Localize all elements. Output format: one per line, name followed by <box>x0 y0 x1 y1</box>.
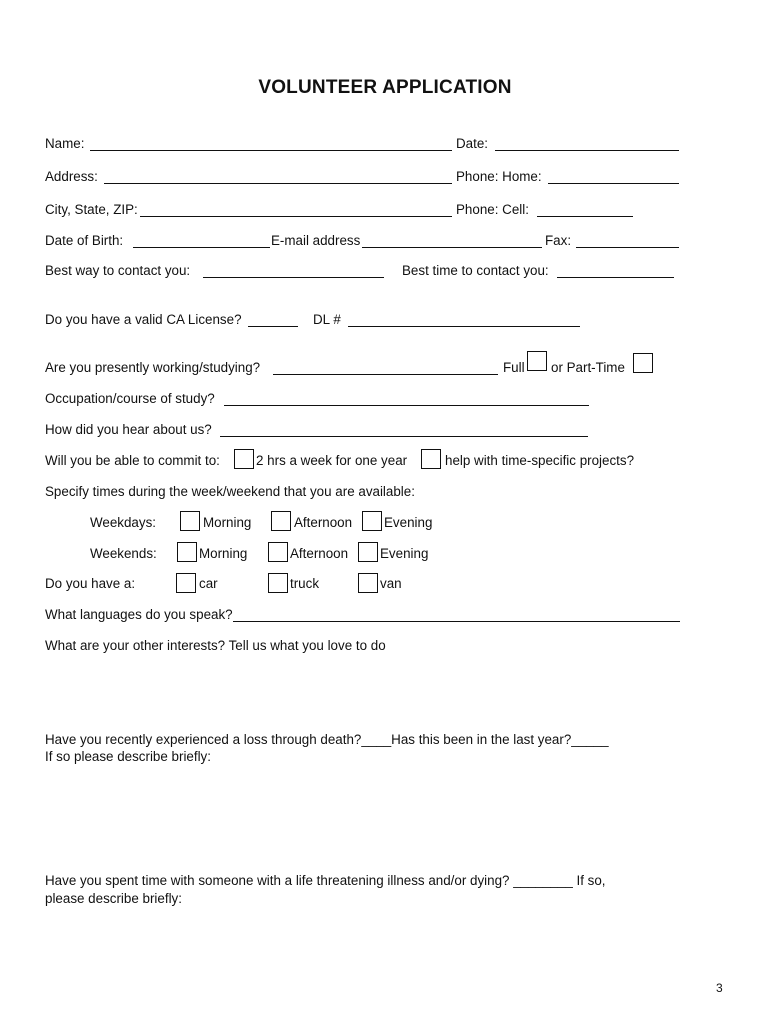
dl-field[interactable] <box>348 326 580 327</box>
page-number: 3 <box>716 981 723 995</box>
email-label: E-mail address <box>271 233 361 248</box>
occupation-label: Occupation/course of study? <box>45 391 215 406</box>
dl-label: DL # <box>313 312 341 327</box>
weekday-evening-label: Evening <box>384 515 433 530</box>
fax-field[interactable] <box>576 247 679 248</box>
languages-field[interactable] <box>233 621 680 622</box>
working-field[interactable] <box>273 374 498 375</box>
loss-describe-label: If so please describe briefly: <box>45 749 211 764</box>
fax-label: Fax: <box>545 233 572 248</box>
truck-label: truck <box>290 576 320 591</box>
license-label: Do you have a valid CA License? <box>45 312 242 327</box>
loss-question: Have you recently experienced a loss through death?____Has this been in the last year?_____ <box>45 732 609 747</box>
phone-home-field[interactable] <box>548 183 679 184</box>
illness-question: Have you spent time with someone with a life threatening illness and/or dying? ________ If so, <box>45 873 606 888</box>
commit-projects-checkbox[interactable] <box>421 449 441 469</box>
contact-way-field[interactable] <box>203 277 384 278</box>
commit-projects-label: help with time-specific projects? <box>445 453 635 468</box>
contact-time-label: Best time to contact you: <box>402 263 549 278</box>
weekend-morning-checkbox[interactable] <box>177 542 197 562</box>
interests-label: What are your other interests? Tell us what you love to do <box>45 638 386 653</box>
weekend-afternoon-label: Afternoon <box>290 546 349 561</box>
availability-label: Specify times during the week/weekend that you are available: <box>45 484 415 499</box>
address-field[interactable] <box>104 183 452 184</box>
email-field[interactable] <box>362 247 542 248</box>
occupation-field[interactable] <box>224 405 589 406</box>
city-state-zip-label: City, State, ZIP: <box>45 202 138 217</box>
weekend-evening-checkbox[interactable] <box>358 542 378 562</box>
car-label: car <box>199 576 218 591</box>
weekends-label: Weekends: <box>90 546 157 561</box>
car-checkbox[interactable] <box>176 573 196 593</box>
date-label: Date: <box>456 136 489 151</box>
working-label: Are you presently working/studying? <box>45 360 261 375</box>
weekday-afternoon-label: Afternoon <box>294 515 353 530</box>
name-field[interactable] <box>90 150 452 151</box>
commit-weekly-label: 2 hrs a week for one year <box>256 453 408 468</box>
weekday-afternoon-checkbox[interactable] <box>271 511 291 531</box>
weekday-morning-checkbox[interactable] <box>180 511 200 531</box>
dob-field[interactable] <box>133 247 270 248</box>
contact-way-label: Best way to contact you: <box>45 263 191 278</box>
license-field[interactable] <box>248 326 298 327</box>
weekend-afternoon-checkbox[interactable] <box>268 542 288 562</box>
commit-label: Will you be able to commit to: <box>45 453 220 468</box>
vehicle-label: Do you have a: <box>45 576 136 591</box>
form-title: VOLUNTEER APPLICATION <box>258 77 512 98</box>
part-time-label: or Part-Time <box>551 360 625 375</box>
full-time-checkbox[interactable] <box>527 351 547 371</box>
commit-weekly-checkbox[interactable] <box>234 449 254 469</box>
full-label: Full <box>503 360 525 375</box>
illness-describe-label: please describe briefly: <box>45 891 182 906</box>
phone-cell-label: Phone: Cell: <box>456 202 529 217</box>
van-checkbox[interactable] <box>358 573 378 593</box>
languages-label: What languages do you speak? <box>45 607 233 622</box>
van-label: van <box>380 576 402 591</box>
phone-cell-field[interactable] <box>537 216 633 217</box>
hear-about-field[interactable] <box>220 436 588 437</box>
phone-home-label: Phone: Home: <box>456 169 542 184</box>
weekday-morning-label: Morning <box>203 515 252 530</box>
truck-checkbox[interactable] <box>268 573 288 593</box>
name-label: Name: <box>45 136 85 151</box>
part-time-checkbox[interactable] <box>633 353 653 373</box>
weekend-evening-label: Evening <box>380 546 429 561</box>
weekend-morning-label: Morning <box>199 546 248 561</box>
hear-about-label: How did you hear about us? <box>45 422 212 437</box>
city-state-zip-field[interactable] <box>140 216 452 217</box>
weekdays-label: Weekdays: <box>90 515 156 530</box>
address-label: Address: <box>45 169 98 184</box>
dob-label: Date of Birth: <box>45 233 124 248</box>
contact-time-field[interactable] <box>557 277 674 278</box>
weekday-evening-checkbox[interactable] <box>362 511 382 531</box>
date-field[interactable] <box>495 150 679 151</box>
